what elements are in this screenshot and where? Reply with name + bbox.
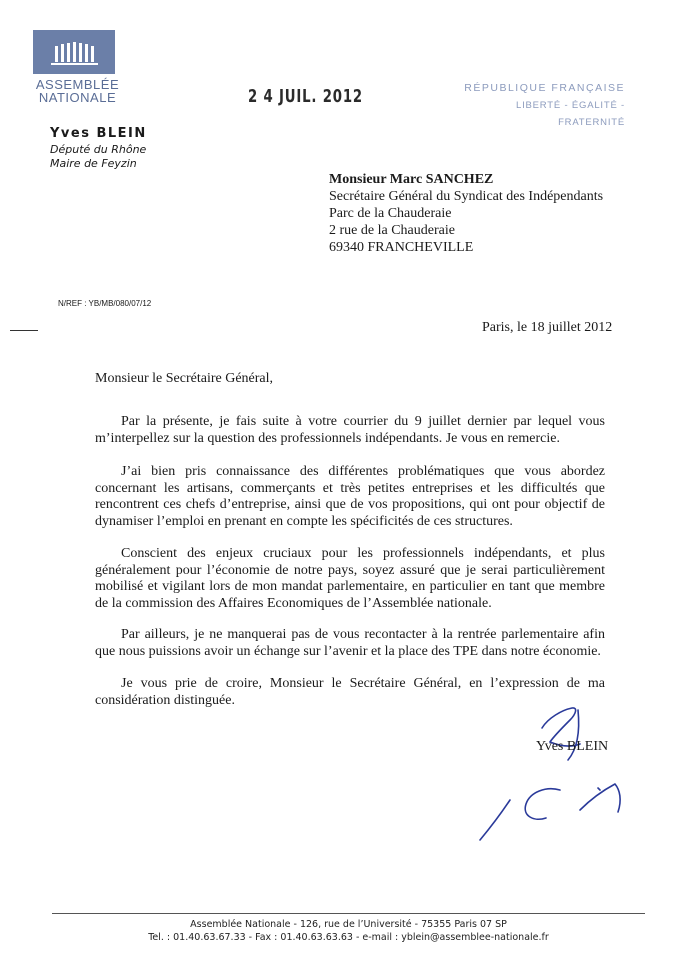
received-stamp-date: 2 4 JUIL. 2012 bbox=[248, 86, 363, 107]
body-paragraph: J’ai bien pris connaissance des différentes problématiques que vous abordez concernant les artisans, commerçants et très petites entreprises et les difficultés que rencontrent ces chefs d’entreprise, ainsi que de vos propositions, qui ont pour objectif de dynamiser l’emploi en prenant en compte les spécificités de ces structures. bbox=[95, 464, 605, 529]
recipient-line: 69340 FRANCHEVILLE bbox=[329, 240, 474, 255]
signature-name: Yves BLEIN bbox=[536, 739, 609, 754]
sender-name: Yves BLEIN bbox=[50, 126, 147, 141]
place-date: Paris, le 18 juillet 2012 bbox=[482, 320, 613, 335]
recipient-line: Secrétaire Général du Syndicat des Indépendants bbox=[329, 189, 604, 204]
assemblee-logo bbox=[33, 30, 115, 74]
body-paragraph: Par la présente, je fais suite à votre courrier du 9 juillet dernier par lequel vous m’interpellez sur la question des professionnels indépendants. Je vous en remercie. bbox=[95, 414, 605, 446]
recipient-line: Parc de la Chauderaie bbox=[329, 206, 452, 221]
fold-mark bbox=[10, 330, 38, 331]
footer-divider bbox=[52, 913, 645, 914]
republic-header bbox=[460, 80, 625, 131]
body-paragraph: Conscient des enjeux cruciaux pour les professionnels indépendants, et plus généralement pour l’économie de notre pays, soyez assuré que je serai particulièrement mobilisé et vigilant lors de mon mandat parlementaire, en particulier en tant que membre de la commission des Affaires Economiques de l’Assemblée nationale. bbox=[95, 546, 605, 611]
recipient-name: Monsieur Marc SANCHEZ bbox=[329, 172, 494, 187]
handwritten-signature bbox=[450, 700, 650, 850]
republic-motto: LIBERTÉ - ÉGALITÉ - FRATERNITÉ bbox=[516, 100, 625, 128]
footer-contact: Tel. : 01.40.63.67.33 - Fax : 01.40.63.63.63 - e-mail : yblein@assemblee-nationale.fr bbox=[148, 932, 549, 943]
sender-role-mayor: Maire de Feyzin bbox=[50, 157, 137, 170]
body-paragraph: Par ailleurs, je ne manquerai pas de vous recontacter à la rentrée parlementaire afin que nous puissions avoir un échange sur l’avenir et la place des TPE dans notre économie. bbox=[95, 627, 605, 659]
recipient-address bbox=[329, 171, 603, 256]
logo-line2: NATIONALE bbox=[38, 90, 117, 105]
sender-role-deputy: Député du Rhône bbox=[50, 143, 147, 156]
logo-line1: ASSEMBLÉE bbox=[35, 77, 120, 92]
republic-title: RÉPUBLIQUE FRANÇAISE bbox=[464, 82, 625, 94]
recipient-line: 2 rue de la Chauderaie bbox=[329, 223, 455, 238]
salutation: Monsieur le Secrétaire Général, bbox=[95, 371, 274, 386]
reference-number: N/REF : YB/MB/080/07/12 bbox=[58, 299, 152, 308]
hemicycle-icon bbox=[33, 30, 115, 74]
footer bbox=[52, 918, 645, 944]
closing-paragraph: Je vous prie de croire, Monsieur le Secrétaire Général, en l’expression de ma considération distinguée. bbox=[95, 676, 605, 708]
logo-text bbox=[30, 78, 125, 104]
footer-address: Assemblée Nationale - 126, rue de l’Université - 75355 Paris 07 SP bbox=[190, 919, 507, 930]
